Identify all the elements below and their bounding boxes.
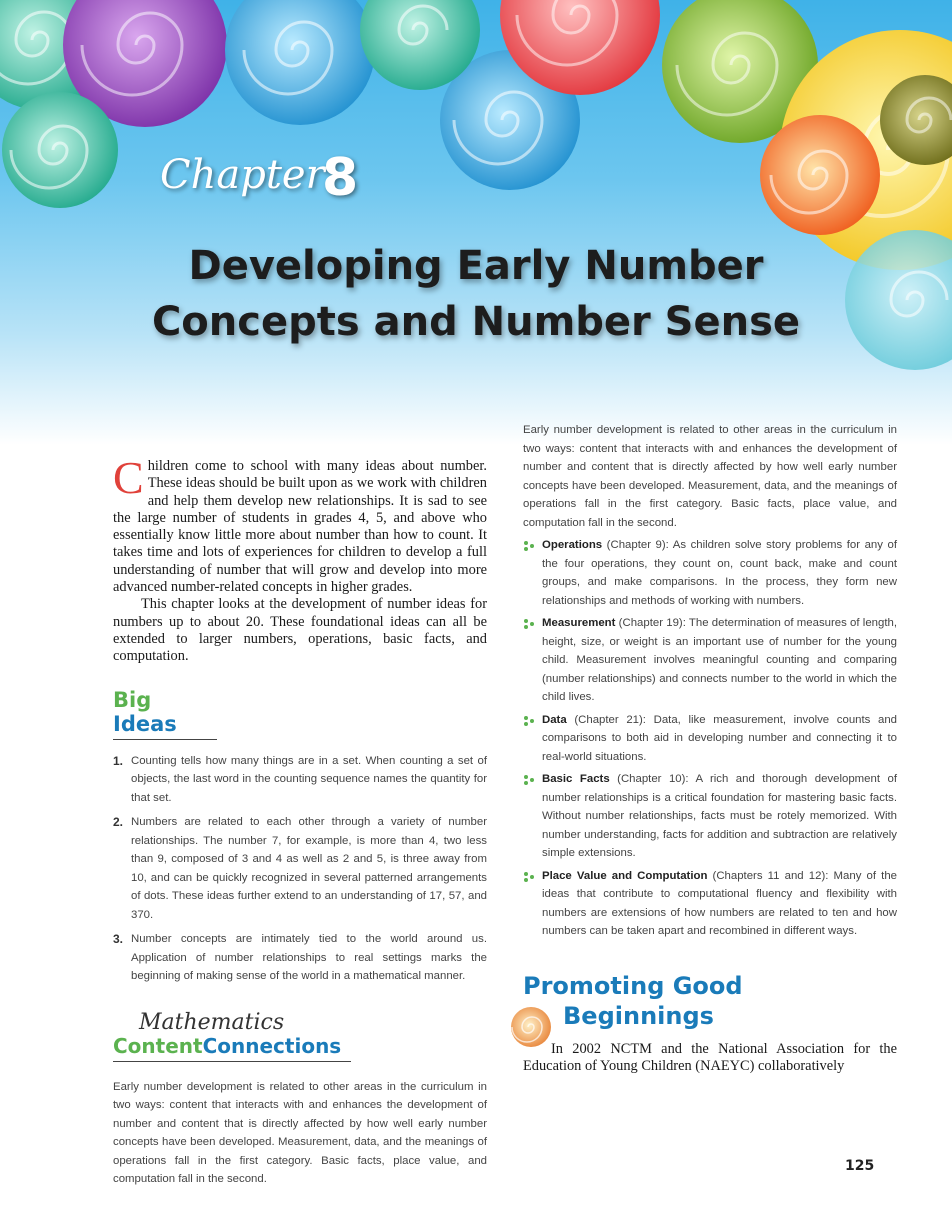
promoting-heading-line-2: Beginnings [563, 1001, 714, 1030]
list-item [523, 711, 897, 767]
chapter-number: 8 [322, 148, 359, 208]
bullet-icon [523, 871, 535, 883]
chapter-label: Chapter [160, 152, 325, 198]
list-text: Numbers are related to each other through a variety of number relationships. The number 7, for example, is more than 4, two less than 9, composed of 3 and 4 as well as 2 and 5, is three away from 10, and can be quickly recognized in several patterned arrangements of dots. These ideas further extend to an understanding of 17, 57, and 370. [131, 816, 487, 921]
bullet-icon [523, 715, 535, 727]
bullet-icon [523, 540, 535, 552]
promoting-heading-line-1: Promoting Good [523, 971, 743, 1000]
bullet-text: (Chapter 9): As children solve story problems for any of the four operations, they count on, count back, make and count groups, and make comparisons. In the process, they form new relationships and methods of working with numbers. [542, 539, 897, 607]
page-number: 125 [845, 1158, 875, 1174]
nautilus-shells-illustration [0, 0, 952, 445]
bullet-term: Place Value and Computation [542, 869, 708, 882]
intro-paragraph-2: This chapter looks at the development of number ideas for numbers up to about 20. These foundational ideas can all be extended to larger numbers, operations, basic facts, and computation. [113, 596, 487, 665]
bullet-term: Basic Facts [542, 773, 610, 785]
bullet-term: Operations [542, 539, 603, 551]
content-connections-heading-part-1: Content [113, 1033, 203, 1058]
list-item [523, 770, 897, 863]
big-ideas-heading [113, 688, 217, 740]
bullet-icon [523, 618, 535, 630]
intro-paragraph-1-text: hildren come to school with many ideas about number. These ideas should be built upon as we work with children and help them develop new relationships. It is sad to see the large number of students in grades 4, 5, and above who essentially know little more about number than how to count. It takes time and lots of experiences for children to develop a full understanding of number that will grow and develop into more advanced number-related concepts in higher grades. [113, 458, 487, 596]
big-ideas-list [113, 752, 487, 986]
chapter-banner [0, 0, 952, 445]
list-number: 3. [113, 932, 124, 947]
list-number: 1. [113, 753, 124, 768]
right-column [523, 424, 897, 1075]
promoting-good-beginnings-heading [523, 971, 897, 1031]
list-text: Number concepts are intimately tied to the world around us. Application of number relationships to real settings marks the beginning of making sense of the world in a mathematical manner. [131, 933, 487, 983]
content-connections-heading [113, 1034, 351, 1062]
connections-bullet-list [523, 536, 897, 941]
list-item [113, 813, 487, 924]
bullet-text: (Chapter 19): The determination of measures of length, height, size, or weight is an important use of number for the young child. Measurement involves meaningful counting and comparing (number relationships) and connects number to the world in which the child lives. [542, 617, 897, 703]
big-ideas-heading-part-2: Ideas [113, 711, 177, 736]
big-ideas-heading-part-1: Big [113, 687, 152, 712]
content-connections-text-start: Early number development is related to other areas in the curriculum in two ways: content that interacts with and enhances the development of number and content that is directly affected by how well early number concepts have been developed. Measurement, data, and the meanings of operations fall in the first category. Basic facts, place value, and computation fall in the second. [113, 1080, 487, 1186]
intro-paragraph-1 [113, 452, 487, 596]
mathematics-script-label: Mathematics [139, 1009, 285, 1035]
bullet-text: (Chapter 10): A rich and thorough development of number relationships is a critical foundation for mastering basic facts. Without number relationships, facts must be rotely memorized. With number understanding, facts for addition and subtraction are relatively simple extensions. [542, 773, 897, 859]
bullet-term: Data [542, 713, 567, 726]
list-item [523, 536, 897, 610]
bullet-term: Measurement [542, 617, 616, 629]
content-connections-heading-part-2: Connections [202, 1033, 342, 1058]
bullet-text: (Chapter 21): Data, like measurement, involve counts and comparisons to both aid in developing number and connecting it to real-world situations. [542, 713, 897, 763]
list-number: 2. [113, 815, 124, 830]
list-item [523, 867, 897, 941]
list-item [113, 752, 487, 808]
chapter-title: Developing Early Number Concepts and Number Sense [151, 243, 801, 345]
promoting-paragraph: In 2002 NCTM and the National Association for the Education of Young Children (NAEYC) collaboratively [523, 1040, 897, 1074]
content-connections-continued [523, 424, 897, 532]
shell-blue-left [225, 0, 375, 125]
left-column [113, 452, 487, 1186]
big-ideas-section [113, 666, 487, 986]
content-connections-text-continued: Early number development is related to other areas in the curriculum in two ways: content that interacts with and enhances the development of number and content that is directly affected by how well early number concepts have been developed. Measurement, data, and the meanings of operations fall in the first category. Basic facts, place value, and computation fall in the second. [523, 424, 897, 529]
drop-cap: C [113, 452, 144, 503]
list-item [523, 614, 897, 707]
list-text: Counting tells how many things are in a set. When counting a set of objects, the last word in the counting sequence names the quantity for that set. [131, 754, 487, 804]
list-item [113, 930, 487, 986]
shell-orange [760, 115, 880, 235]
bullet-text: (Chapters 11 and 12): Many of the ideas that contribute to computational fluency and flexibility with numbers are extensions of how numbers are related to ten and how numbers can be taken apart and recombined in different ways. [542, 869, 897, 937]
nautilus-shell-icon [509, 1005, 553, 1049]
content-connections-section [113, 1009, 487, 1186]
shell-teal-lower [2, 92, 118, 208]
bullet-icon [523, 774, 535, 786]
